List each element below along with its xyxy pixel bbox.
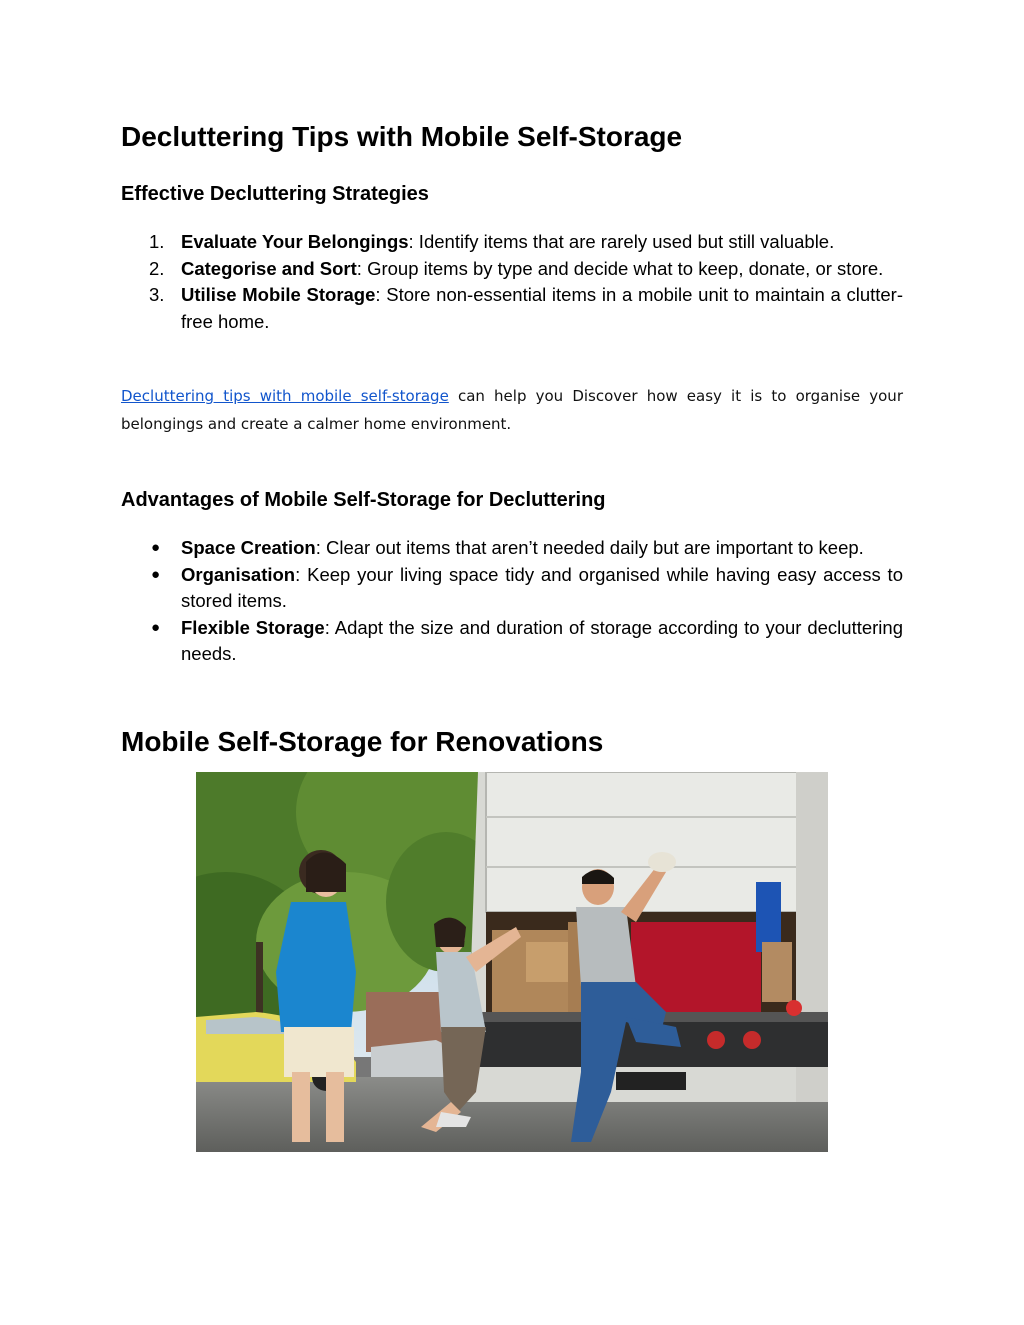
decluttering-tips-link[interactable]: Decluttering tips with mobile self-storage (121, 387, 449, 405)
renovations-heading: Mobile Self-Storage for Renovations (121, 726, 604, 757)
list-item (121, 282, 903, 335)
bullet-icon: ● (151, 539, 161, 556)
list-item-text: : Group items by type and decide what to keep, donate, or store. (356, 257, 884, 279)
intro-paragraph (121, 382, 903, 438)
bullet-icon: ● (151, 618, 161, 636)
page-title: Decluttering Tips with Mobile Self-Storage (121, 121, 683, 152)
list-number: 3. (149, 284, 165, 305)
list-item (121, 229, 903, 256)
strategies-heading: Effective Decluttering Strategies (121, 183, 429, 205)
list-item-term: Flexible Storage (181, 616, 325, 638)
list-item-text: : Keep your living space tidy and organised while having easy access to stored items. (181, 563, 903, 611)
list-number: 1. (149, 231, 165, 252)
list-item-text: : Clear out items that aren’t needed daily but are important to keep. (315, 537, 864, 558)
paragraph-text: can help you Discover how easy it is to organise your belongings and create a calmer home environment. (121, 387, 903, 433)
advantages-list (121, 535, 903, 668)
list-item-term: Utilise Mobile Storage (181, 284, 376, 305)
advantages-heading: Advantages of Mobile Self-Storage for Decluttering (121, 489, 606, 511)
list-item (121, 562, 903, 615)
list-item (121, 535, 903, 562)
list-item-text: : Adapt the size and duration of storage according to your decluttering needs. (181, 616, 903, 664)
list-item (121, 615, 903, 668)
moving-truck-photo (196, 772, 828, 1152)
list-number: 2. (149, 257, 165, 279)
list-item-term: Organisation (181, 563, 296, 585)
bullet-icon: ● (151, 565, 161, 583)
list-item-term: Categorise and Sort (181, 257, 357, 279)
strategies-list (121, 229, 903, 335)
list-item-term: Space Creation (181, 537, 316, 558)
list-item (121, 256, 903, 283)
list-item-term: Evaluate Your Belongings (181, 231, 409, 252)
photo-illustration (196, 772, 828, 1152)
list-item-text: : Identify items that are rarely used but still valuable. (408, 231, 835, 252)
list-item-text: : Store non-essential items in a mobile unit to maintain a clutter-free home. (181, 284, 903, 332)
